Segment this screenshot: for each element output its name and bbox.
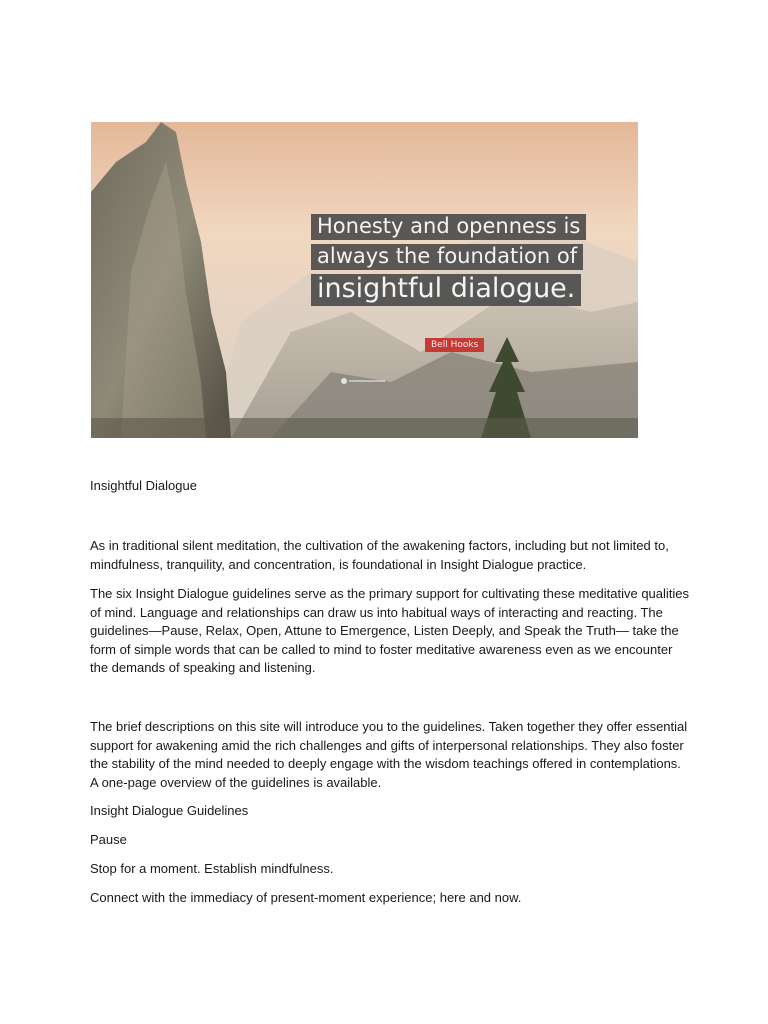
watermark-mark [349, 380, 385, 382]
paragraph-1 [90, 537, 690, 574]
guidelines-heading: Insight Dialogue Guidelines [90, 803, 249, 818]
pause-heading: Pause [90, 832, 127, 847]
paragraph-3 [90, 718, 690, 792]
document-title: Insightful Dialogue [90, 478, 197, 493]
quote-line-1: Honesty and openness is [311, 214, 586, 240]
pause-line-1: Stop for a moment. Establish mindfulness. [90, 861, 334, 876]
paragraph-text: The brief descriptions on this site will introduce you to the guidelines. Taken together they offer essential support for awakening amid the rich challenges and gifts of interpersonal relationships. They also foster the stability of the mind needed to deeply engage with the wisdom teachings offered in contemplations. A one-page overview of the guidelines is available. [90, 719, 688, 790]
quote-line-3: insightful dialogue. [311, 274, 581, 306]
quote-line-2: always the foundation of [311, 244, 583, 270]
paragraph-text: The six Insight Dialogue guidelines serve as the primary support for cultivating these meditative qualities of mind. Language and relationships can draw us into habitual ways of interacting and reacting. The guidelines—Pause, Relax, Open, Attune to Emergence, Listen Deeply, and Speak the Truth— take the form of simple words that can be called to mind to foster meditative awareness even as we encounter the demands of speaking and listening. [90, 586, 690, 676]
quote-author-badge: Bell Hooks [425, 338, 484, 352]
pause-line-2: Connect with the immediacy of present-moment experience; here and now. [90, 890, 522, 905]
paragraph-2 [90, 585, 690, 678]
quote-image [91, 122, 638, 438]
paragraph-text: As in traditional silent meditation, the cultivation of the awakening factors, including but not limited to, mindfulness, tranquility, and concentration, is foundational in Insight Dialogue practice. [90, 538, 669, 572]
watermark-icon [341, 378, 347, 384]
quote-text-block [311, 214, 586, 310]
